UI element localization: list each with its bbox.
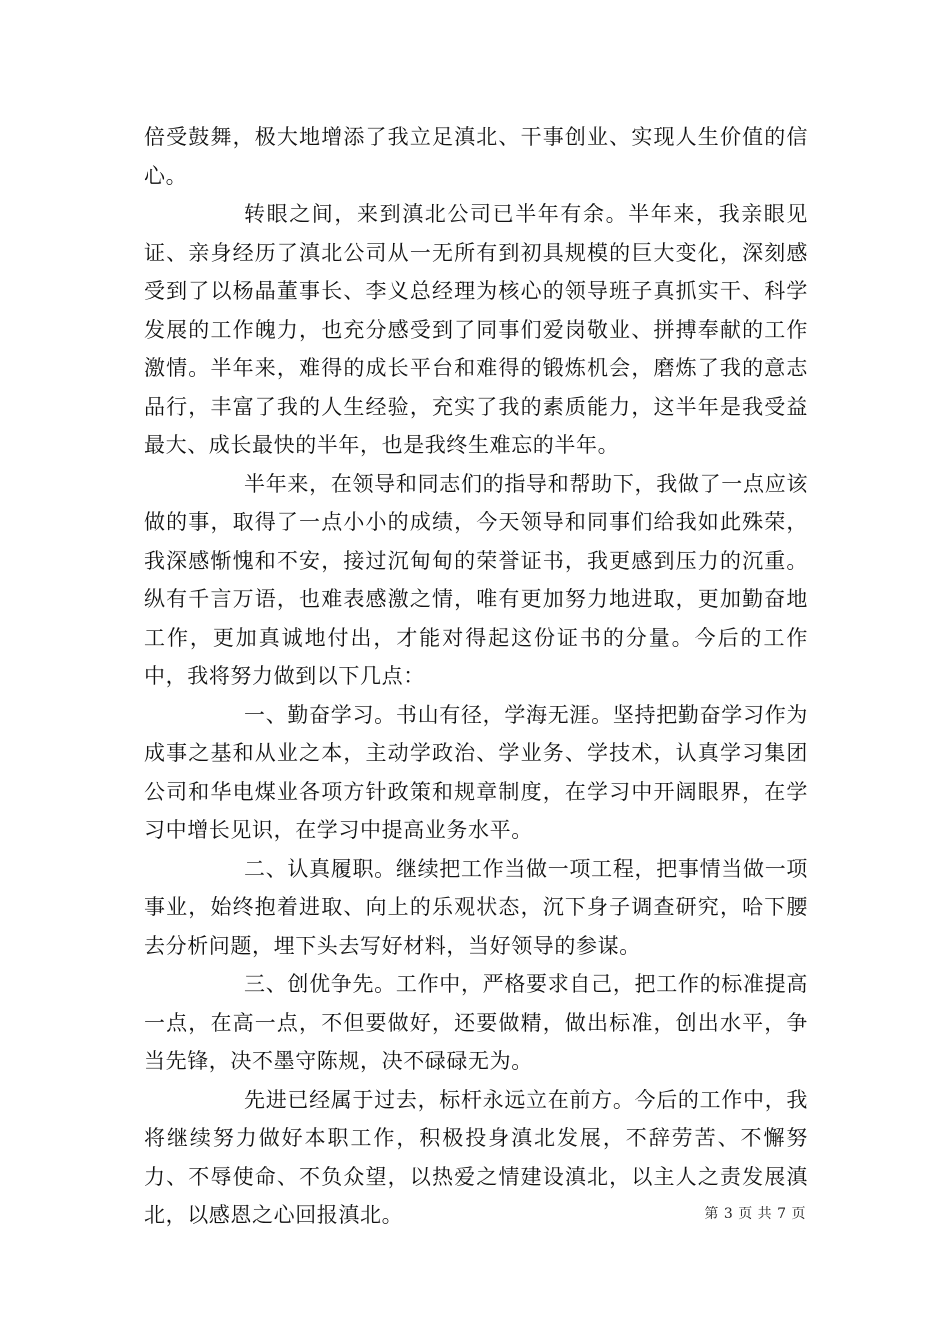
paragraph-6: 三、创优争先。工作中，严格要求自己，把工作的标准提高一点，在高一点，不但要做好，还要做精，做出标准，创出水平，争当先锋，决不墨守陈规，决不碌碌无为。 [144,972,808,1073]
paragraph-4: 一、勤奋学习。书山有径，学海无涯。坚持把勤奋学习作为成事之基和从业之本，主动学政治、学业务、学技术，认真学习集团公司和华电煤业各项方针政策和规章制度，在学习中开阔眼界，在学习中增长见识，在学习中提高业务水平。 [144,702,808,842]
paragraph-3: 半年来，在领导和同志们的指导和帮助下，我做了一点应该做的事，取得了一点小小的成绩，今天领导和同事们给我如此殊荣，我深感惭愧和不安，接过沉甸甸的荣誉证书，我更感到压力的沉重。纵有千言万语，也难表感激之情，唯有更加努力地进取，更加勤奋地工作，更加真诚地付出，才能对得起这份证书的分量。今后的工作中，我将努力做到以下几点： [144,471,808,688]
paragraph-7: 先进已经属于过去，标杆永远立在前方。今后的工作中，我将继续努力做好本职工作，积极投身滇北发展，不辞劳苦、不懈努力、不辱使命、不负众望，以热爱之情建设滇北，以主人之责发展滇北，以感恩之心回报滇北。 [144,1087,808,1227]
document-body [144,118,808,1235]
paragraph-1: 倍受鼓舞，极大地增添了我立足滇北、干事创业、实现人生价值的信心。 [144,125,808,188]
page-number-footer: 第 3 页 共 7 页 [704,1206,806,1222]
paragraph-5: 二、认真履职。继续把工作当做一项工程，把事情当做一项事业，始终抱着进取、向上的乐观状态，沉下身子调查研究，哈下腰去分析问题，埋下头去写好材料，当好领导的参谋。 [144,856,808,958]
paragraph-2: 转眼之间，来到滇北公司已半年有余。半年来，我亲眼见证、亲身经历了滇北公司从一无所有到初具规模的巨大变化，深刻感受到了以杨晶董事长、李义总经理为核心的领导班子真抓实干、科学发展的工作魄力，也充分感受到了同事们爱岗敬业、拼搏奉献的工作激情。半年来，难得的成长平台和难得的锻炼机会，磨炼了我的意志品行，丰富了我的人生经验，充实了我的素质能力，这半年是我受益最大、成长最快的半年，也是我终生难忘的半年。 [144,202,808,457]
